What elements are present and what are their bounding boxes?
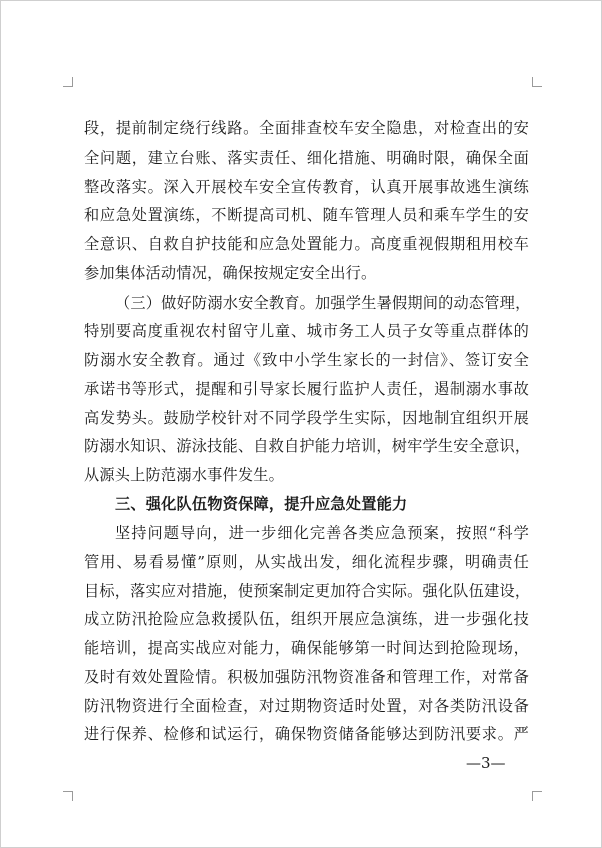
text-line: 管用、易看易懂”原则，从实战出发，细化流程步骤，明确责任 — [84, 553, 529, 571]
text-line: 防溺水知识、游泳技能、自救自护能力培训，树牢学生安全意识， — [84, 437, 531, 455]
crop-mark-bottom-left — [63, 791, 73, 801]
text-line: 目标，落实应对措施，使预案制定更加符合实际。强化队伍建设， — [84, 582, 531, 600]
text-line: 段，提前制定绕行线路。全面排查校车安全隐患，对检查出的安 — [84, 119, 529, 137]
text-line: 防溺水安全教育。通过《致中小学生家长的一封信》、签订安全 — [84, 351, 529, 369]
text-line: 特别要高度重视农村留守儿童、城市务工人员子女等重点群体的 — [84, 322, 529, 340]
text-line: 能培训，提高实战应对能力，确保能够第一时间达到抢险现场， — [84, 639, 529, 657]
crop-mark-top-left — [63, 77, 73, 87]
text-line: 成立防汛抢险应急救援队伍，组织开展应急演练，进一步强化技 — [84, 610, 529, 628]
text-line: 整改落实。深入开展校车安全宣传教育，认真开展事故逃生演练 — [84, 178, 529, 196]
text-line: （三）做好防溺水安全教育。加强学生暑假期间的动态管理， — [115, 294, 531, 312]
text-line: 参加集体活动情况，确保按规定安全出行。 — [84, 264, 377, 282]
text-line: 高发势头。鼓励学校针对不同学段学生实际，因地制宜组织开展 — [84, 409, 529, 427]
crop-mark-top-right — [532, 77, 542, 87]
text-line: 坚持问题导向，进一步细化完善各类应急预案，按照“科学 — [115, 524, 529, 542]
text-line: 承诺书等形式，提醒和引导家长履行监护人责任，遏制溺水事故 — [84, 380, 529, 398]
text-line: 全意识、自救自护技能和应急处置能力。高度重视假期租用校车 — [84, 235, 529, 253]
section-heading: 三、强化队伍物资保障，提升应急处置能力 — [115, 495, 408, 513]
crop-mark-bottom-right — [532, 791, 542, 801]
text-line: 及时有效处置险情。积极加强防汛物资准备和管理工作，对常备 — [84, 668, 529, 686]
text-line: 防汛物资进行全面检查，对过期物资适时处置，对各类防汛设备 — [84, 697, 529, 715]
text-line: 全问题，建立台账、落实责任、细化措施、明确时限，确保全面 — [84, 149, 529, 167]
text-line: 和应急处置演练，不断提高司机、随车管理人员和乘车学生的安 — [84, 206, 529, 224]
page-number: —3— — [466, 754, 506, 772]
text-line: 进行保养、检修和试运行，确保物资储备能够达到防汛要求。严 — [84, 725, 529, 743]
text-line: 从源头上防范溺水事件发生。 — [84, 466, 285, 484]
